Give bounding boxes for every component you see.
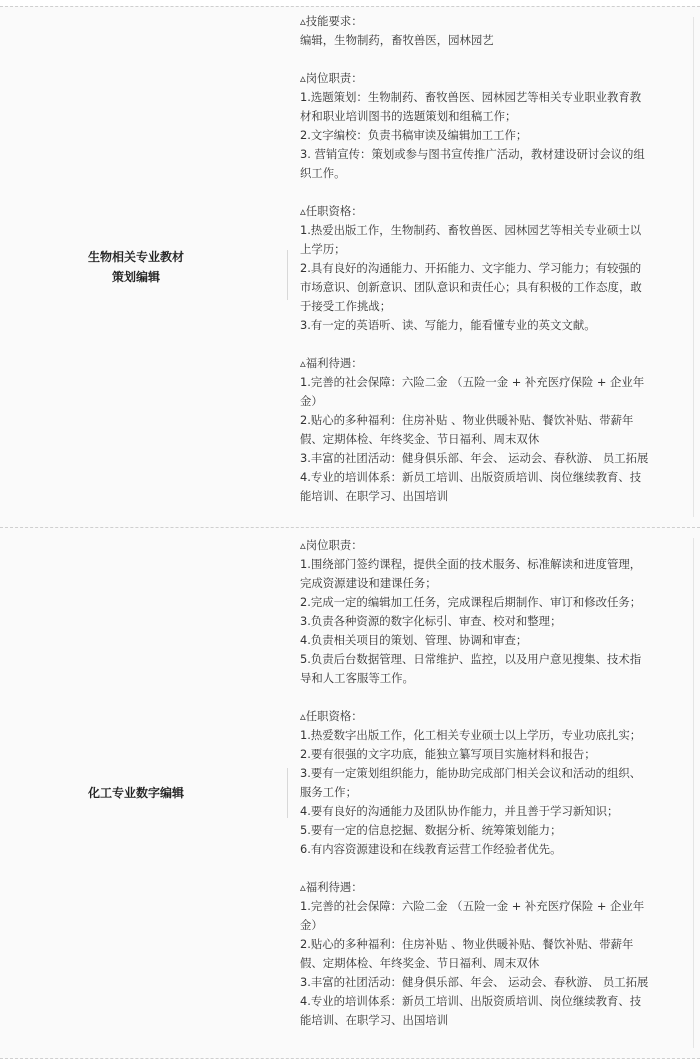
section-line: 2.要有很强的文字功底，能独立纂写项目实施材料和报告；: [300, 747, 596, 761]
column-divider: [287, 250, 288, 300]
section-line: 1.热爱数字出版工作，化工相关专业硕士以上学历，专业功底扎实；: [300, 728, 642, 742]
section-line: 4.专业的培训体系：新员工培训、出版资质培训、岗位继续教育、技: [300, 470, 642, 484]
section-line: 3. 营销宣传：策划或参与图书宣传推广活动，教材建设研讨会议的组: [300, 147, 645, 161]
job-title-cell: [0, 528, 272, 1058]
section-line: 织工作。: [300, 166, 346, 180]
section-line: 上学历；: [300, 242, 346, 256]
section-line: 4.专业的培训体系：新员工培训、出版资质培训、岗位继续教育、技: [300, 994, 642, 1008]
section-line: 金）: [300, 918, 323, 932]
section-heading: ▵福利待遇：: [300, 356, 363, 370]
section-line: 3.丰富的社团活动：健身俱乐部、年会、 运动会、春秋游、 员工拓展: [300, 451, 649, 465]
section-line: 1.完善的社会保障：六险二金 （五险一金 + 补充医疗保险 + 企业年: [300, 375, 645, 389]
section-heading: ▵任职资格：: [300, 204, 363, 218]
section-line: 5.要有一定的信息挖掘、数据分析、统筹策划能力；: [300, 823, 562, 837]
section-line: 2.贴心的多种福利：住房补贴 、物业供暖补贴、餐饮补贴、带薪年: [300, 413, 634, 427]
section-line: 1.完善的社会保障：六险二金 （五险一金 + 补充医疗保险 + 企业年: [300, 899, 645, 913]
section-line: 4.负责相关项目的策划、管理、协调和审查；: [300, 633, 528, 647]
column-divider: [287, 768, 288, 818]
section-line: 6.有内容资源建设和在线教育运营工作经验者优先。: [300, 842, 562, 856]
section-line: 3.要有一定策划组织能力，能协助完成部门相关会议和活动的组织、: [300, 766, 642, 780]
section-heading: ▵技能要求：: [300, 14, 363, 28]
row-edge: [693, 538, 694, 1048]
job-title-line: 生物相关专业教材: [87, 250, 184, 264]
section-line: 编辑，生物制药，畜牧兽医，园林园艺: [300, 33, 494, 47]
section-line: 1.围绕部门签约课程，提供全面的技术服务、标准解读和进度管理，: [300, 557, 642, 571]
job-description: [300, 12, 692, 525]
job-title-cell: [0, 7, 272, 527]
section-qualifications: [300, 707, 692, 859]
section-line: 金）: [300, 394, 323, 408]
job-title: [76, 783, 196, 803]
section-heading: ▵岗位职责：: [300, 71, 363, 85]
section-line: 2.文字编校：负责书稿审读及编辑加工工作；: [300, 128, 528, 142]
job-description: [300, 536, 692, 1049]
section-line: 3.负责各种资源的数字化标引、审查、校对和整理；: [300, 614, 562, 628]
section-line: 1.选题策划：生物制药、畜牧兽医、园林园艺等相关专业职业教育教: [300, 90, 642, 104]
row-edge: [693, 17, 694, 517]
section-line: 于接受工作挑战；: [300, 299, 392, 313]
section-line: 2.具有良好的沟通能力、开拓能力、文字能力、学习能力；有较强的: [300, 261, 642, 275]
section-duties: [300, 536, 692, 688]
section-line: 1.热爱出版工作，生物制药、畜牧兽医、园林园艺等相关专业硕士以: [300, 223, 642, 237]
section-heading: ▵任职资格：: [300, 709, 363, 723]
section-line: 服务工作；: [300, 785, 357, 799]
job-title: [76, 247, 196, 287]
section-line: 材和职业培训图书的选题策划和组稿工作；: [300, 109, 517, 123]
section-line: 2.完成一定的编辑加工任务，完成课程后期制作、审订和修改任务；: [300, 595, 642, 609]
section-benefits: [300, 354, 692, 506]
section-line: 假、定期体检、年终奖金、节日福利、周末双休: [300, 432, 540, 446]
section-line: 假、定期体检、年终奖金、节日福利、周末双休: [300, 956, 540, 970]
section-line: 4.要有良好的沟通能力及团队协作能力，并且善于学习新知识；: [300, 804, 619, 818]
section-line: 完成资源建设和建课任务；: [300, 576, 437, 590]
section-heading: ▵福利待遇：: [300, 880, 363, 894]
job-title-line: 化工专业数字编辑: [87, 786, 184, 800]
job-row-biology-editor: [0, 6, 700, 527]
section-skills: [300, 12, 692, 50]
section-line: 2.贴心的多种福利：住房补贴 、物业供暖补贴、餐饮补贴、带薪年: [300, 937, 634, 951]
section-line: 3.丰富的社团活动：健身俱乐部、年会、 运动会、春秋游、 员工拓展: [300, 975, 649, 989]
section-heading: ▵岗位职责：: [300, 538, 363, 552]
section-line: 市场意识、创新意识、团队意识和责任心；具有积极的工作态度，敢: [300, 280, 642, 294]
section-line: 导和人工客服等工作。: [300, 671, 414, 685]
section-line: 能培训、在职学习、出国培训: [300, 489, 449, 503]
job-row-chemical-digital-editor: [0, 527, 700, 1059]
section-line: 能培训、在职学习、出国培训: [300, 1013, 449, 1027]
job-title-line: 策划编辑: [111, 270, 160, 284]
section-line: 5.负责后台数据管理、日常维护、监控，以及用户意见搜集、技术指: [300, 652, 642, 666]
section-line: 3.有一定的英语听、读、写能力，能看懂专业的英文文献。: [300, 318, 596, 332]
section-duties: [300, 69, 692, 183]
section-qualifications: [300, 202, 692, 335]
section-benefits: [300, 878, 692, 1030]
